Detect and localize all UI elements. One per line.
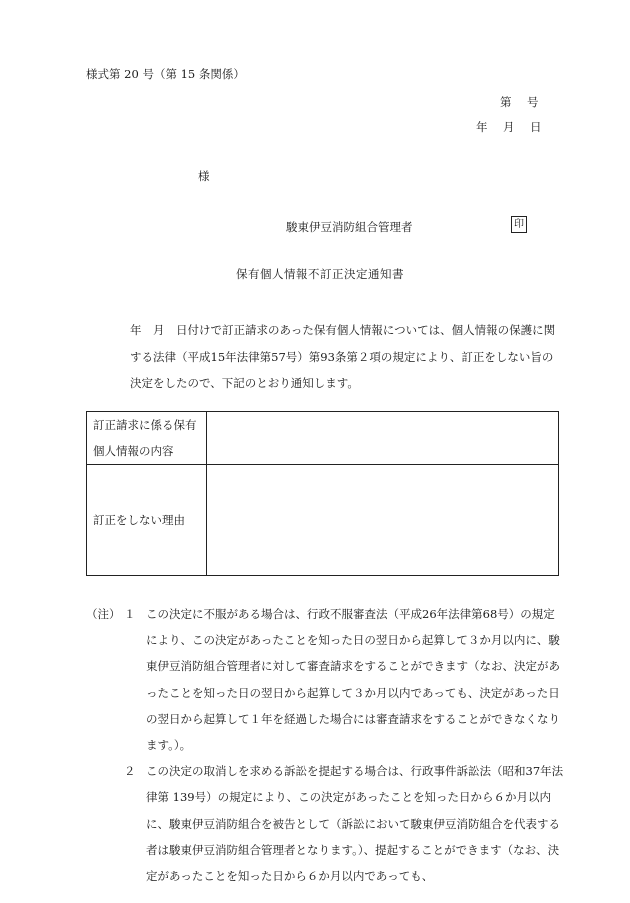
note-number: ２ [124, 764, 136, 779]
note-text: この決定の取消しを求める訴訟を提起する場合は、行政事件訴訟法（昭和37年法律第 139号）の規定により、この決定があったことを知った日から６か月以内に、駿東伊豆消防組合を被告として（訴訟において駿東伊豆消防組合を代表する者は駿東伊豆消防組合管理者となります。）、提起することができます（なお、決定があったことを知った日から６か月以内であっても、 [146, 764, 564, 884]
table-row [87, 412, 559, 465]
body-paragraph-text: 年 月 日付けで訂正請求のあった保有個人情報については、個人情報の保護に関する法律（平成15年法律第57号）第93条第２項の規定により、訂正をしない旨の決定をしたので、下記のとおり通知します。 [130, 323, 556, 390]
table-row [87, 465, 559, 576]
sender-name: 駿東伊豆消防組合管理者 [286, 220, 413, 234]
note-number: １ [124, 607, 136, 621]
date-line: 年 月 日 [476, 120, 544, 134]
note-item-2 [86, 758, 566, 889]
note-text: この決定に不服がある場合は、行政不服審査法（平成26年法律第68号）の規定により、この決定があったことを知った日の翌日から起算して３か月以内に、駿東伊豆消防組合管理者に対して審査請求をすることができます（なお、決定があったことを知った日の翌日から起算して３か月以内であっても、決定があった日の翌日から起算して１年を経過した場合には審査請求をすることができなくなります。）。 [146, 607, 560, 753]
seal-mark: 印 [511, 216, 527, 233]
document-title: 保有個人情報不訂正決定通知書 [236, 267, 404, 281]
body-paragraph [86, 317, 564, 397]
info-table [86, 411, 559, 576]
note-item-1 [86, 601, 566, 758]
table-label-reason: 訂正をしない理由 [87, 465, 207, 576]
notes-section [86, 601, 566, 889]
table-label-content: 訂正請求に係る保有個人情報の内容 [87, 412, 207, 465]
addressee-suffix: 様 [198, 169, 210, 183]
document-number-line: 第 号 [500, 95, 541, 109]
notes-marker: （注） [86, 607, 121, 621]
table-value-reason[interactable] [207, 465, 559, 576]
form-number: 様式第 20 号（第 15 条関係） [86, 67, 245, 81]
table-value-content[interactable] [207, 412, 559, 465]
